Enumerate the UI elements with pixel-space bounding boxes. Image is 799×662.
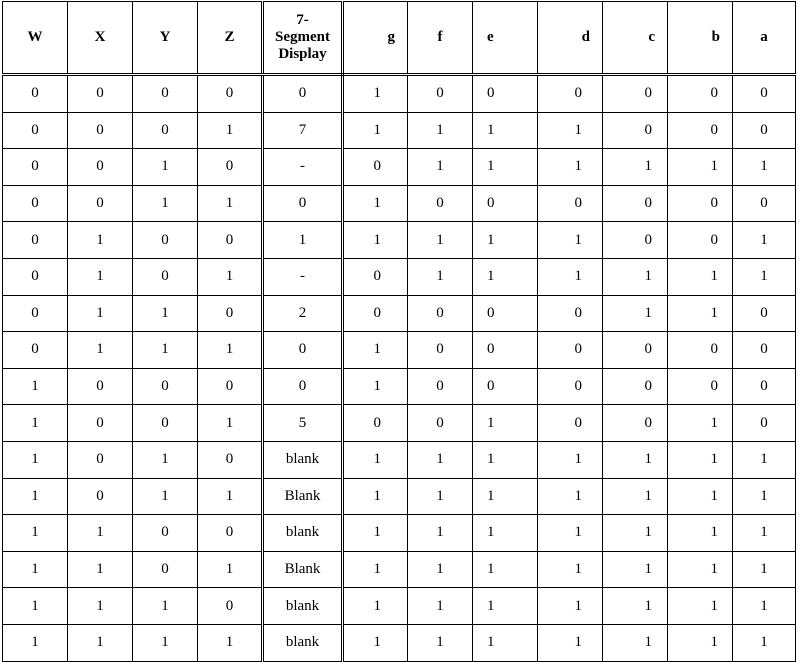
cell-a: 1 xyxy=(733,515,796,552)
table-row xyxy=(3,149,796,186)
cell-display: 2 xyxy=(263,295,343,332)
cell-g: 1 xyxy=(343,222,408,259)
cell-f: 0 xyxy=(408,332,473,369)
cell-z: 1 xyxy=(198,332,263,369)
cell-y: 1 xyxy=(133,295,198,332)
cell-w: 1 xyxy=(3,624,68,661)
header-g: g xyxy=(343,2,408,75)
table-row xyxy=(3,478,796,515)
cell-display: 7 xyxy=(263,112,343,149)
table-row xyxy=(3,185,796,222)
cell-f: 1 xyxy=(408,515,473,552)
cell-y: 1 xyxy=(133,185,198,222)
cell-c: 1 xyxy=(603,551,668,588)
cell-e: 0 xyxy=(473,332,538,369)
cell-g: 1 xyxy=(343,515,408,552)
cell-a: 0 xyxy=(733,295,796,332)
cell-c: 0 xyxy=(603,75,668,113)
cell-e: 1 xyxy=(473,258,538,295)
table-row xyxy=(3,258,796,295)
cell-a: 1 xyxy=(733,222,796,259)
cell-b: 0 xyxy=(668,332,733,369)
cell-display: blank xyxy=(263,588,343,625)
cell-d: 1 xyxy=(538,478,603,515)
cell-g: 1 xyxy=(343,441,408,478)
cell-g: 1 xyxy=(343,551,408,588)
table-row xyxy=(3,624,796,661)
cell-b: 1 xyxy=(668,624,733,661)
cell-b: 1 xyxy=(668,441,733,478)
cell-z: 0 xyxy=(198,149,263,186)
table-row xyxy=(3,295,796,332)
cell-d: 0 xyxy=(538,185,603,222)
table-row xyxy=(3,551,796,588)
cell-d: 1 xyxy=(538,551,603,588)
cell-a: 0 xyxy=(733,368,796,405)
cell-g: 1 xyxy=(343,185,408,222)
cell-z: 0 xyxy=(198,441,263,478)
cell-display: - xyxy=(263,149,343,186)
cell-c: 0 xyxy=(603,185,668,222)
header-b: b xyxy=(668,2,733,75)
cell-e: 1 xyxy=(473,441,538,478)
cell-w: 0 xyxy=(3,112,68,149)
cell-b: 0 xyxy=(668,222,733,259)
cell-a: 0 xyxy=(733,405,796,442)
cell-e: 1 xyxy=(473,515,538,552)
cell-d: 1 xyxy=(538,588,603,625)
header-e: e xyxy=(473,2,538,75)
cell-z: 1 xyxy=(198,624,263,661)
cell-x: 0 xyxy=(68,185,133,222)
header-d: d xyxy=(538,2,603,75)
cell-d: 0 xyxy=(538,295,603,332)
cell-d: 1 xyxy=(538,222,603,259)
cell-display: 0 xyxy=(263,332,343,369)
cell-z: 0 xyxy=(198,368,263,405)
header-x: X xyxy=(68,2,133,75)
cell-d: 1 xyxy=(538,515,603,552)
cell-display: Blank xyxy=(263,478,343,515)
header-f: f xyxy=(408,2,473,75)
cell-a: 0 xyxy=(733,112,796,149)
cell-a: 1 xyxy=(733,149,796,186)
cell-f: 1 xyxy=(408,588,473,625)
cell-z: 1 xyxy=(198,478,263,515)
table-row xyxy=(3,222,796,259)
cell-e: 1 xyxy=(473,222,538,259)
cell-z: 0 xyxy=(198,515,263,552)
cell-x: 0 xyxy=(68,149,133,186)
cell-c: 0 xyxy=(603,222,668,259)
cell-a: 1 xyxy=(733,441,796,478)
cell-z: 1 xyxy=(198,185,263,222)
cell-display: blank xyxy=(263,441,343,478)
header-7-segment-display: 7- Segment Display xyxy=(263,2,343,75)
cell-g: 0 xyxy=(343,258,408,295)
cell-c: 0 xyxy=(603,368,668,405)
cell-a: 1 xyxy=(733,551,796,588)
cell-e: 1 xyxy=(473,112,538,149)
cell-y: 1 xyxy=(133,332,198,369)
cell-z: 0 xyxy=(198,75,263,113)
cell-d: 1 xyxy=(538,112,603,149)
cell-x: 1 xyxy=(68,515,133,552)
cell-y: 0 xyxy=(133,515,198,552)
table-row xyxy=(3,515,796,552)
header-z: Z xyxy=(198,2,263,75)
cell-z: 0 xyxy=(198,588,263,625)
cell-x: 0 xyxy=(68,112,133,149)
cell-c: 0 xyxy=(603,405,668,442)
cell-e: 1 xyxy=(473,551,538,588)
cell-f: 1 xyxy=(408,258,473,295)
cell-d: 0 xyxy=(538,332,603,369)
cell-w: 1 xyxy=(3,405,68,442)
table-body xyxy=(3,75,796,662)
table-row xyxy=(3,405,796,442)
cell-w: 1 xyxy=(3,441,68,478)
cell-e: 1 xyxy=(473,478,538,515)
cell-b: 1 xyxy=(668,551,733,588)
cell-w: 1 xyxy=(3,478,68,515)
cell-g: 0 xyxy=(343,295,408,332)
cell-c: 1 xyxy=(603,624,668,661)
cell-d: 0 xyxy=(538,368,603,405)
cell-display: 0 xyxy=(263,185,343,222)
cell-c: 1 xyxy=(603,441,668,478)
cell-a: 1 xyxy=(733,624,796,661)
table-row xyxy=(3,588,796,625)
cell-w: 0 xyxy=(3,149,68,186)
cell-x: 0 xyxy=(68,478,133,515)
cell-g: 1 xyxy=(343,112,408,149)
table-row xyxy=(3,75,796,113)
cell-d: 1 xyxy=(538,624,603,661)
cell-z: 1 xyxy=(198,112,263,149)
cell-display: - xyxy=(263,258,343,295)
cell-g: 1 xyxy=(343,478,408,515)
cell-f: 0 xyxy=(408,185,473,222)
cell-d: 1 xyxy=(538,441,603,478)
cell-x: 0 xyxy=(68,368,133,405)
cell-e: 0 xyxy=(473,295,538,332)
cell-a: 0 xyxy=(733,75,796,113)
cell-w: 0 xyxy=(3,295,68,332)
cell-w: 1 xyxy=(3,515,68,552)
cell-c: 1 xyxy=(603,588,668,625)
cell-z: 1 xyxy=(198,405,263,442)
cell-a: 0 xyxy=(733,332,796,369)
cell-g: 1 xyxy=(343,332,408,369)
cell-c: 1 xyxy=(603,149,668,186)
cell-z: 0 xyxy=(198,295,263,332)
cell-a: 1 xyxy=(733,478,796,515)
cell-y: 1 xyxy=(133,478,198,515)
cell-x: 1 xyxy=(68,588,133,625)
cell-e: 0 xyxy=(473,368,538,405)
cell-display: 1 xyxy=(263,222,343,259)
cell-w: 1 xyxy=(3,588,68,625)
cell-e: 1 xyxy=(473,149,538,186)
cell-e: 0 xyxy=(473,75,538,113)
cell-g: 1 xyxy=(343,588,408,625)
cell-x: 0 xyxy=(68,441,133,478)
cell-f: 1 xyxy=(408,222,473,259)
cell-x: 1 xyxy=(68,624,133,661)
cell-w: 1 xyxy=(3,368,68,405)
cell-b: 1 xyxy=(668,258,733,295)
cell-f: 1 xyxy=(408,149,473,186)
cell-g: 0 xyxy=(343,405,408,442)
cell-x: 0 xyxy=(68,75,133,113)
cell-b: 1 xyxy=(668,295,733,332)
cell-y: 0 xyxy=(133,551,198,588)
table-row xyxy=(3,332,796,369)
header-a: a xyxy=(733,2,796,75)
cell-f: 0 xyxy=(408,75,473,113)
cell-g: 0 xyxy=(343,149,408,186)
header-c: c xyxy=(603,2,668,75)
cell-c: 0 xyxy=(603,332,668,369)
cell-display: blank xyxy=(263,515,343,552)
cell-f: 1 xyxy=(408,441,473,478)
cell-d: 0 xyxy=(538,75,603,113)
cell-w: 0 xyxy=(3,258,68,295)
cell-x: 1 xyxy=(68,295,133,332)
cell-x: 1 xyxy=(68,551,133,588)
cell-a: 1 xyxy=(733,258,796,295)
cell-b: 0 xyxy=(668,185,733,222)
cell-g: 1 xyxy=(343,624,408,661)
cell-e: 1 xyxy=(473,405,538,442)
cell-b: 0 xyxy=(668,112,733,149)
cell-x: 0 xyxy=(68,405,133,442)
table-row xyxy=(3,112,796,149)
cell-y: 1 xyxy=(133,624,198,661)
cell-y: 1 xyxy=(133,588,198,625)
cell-f: 0 xyxy=(408,405,473,442)
cell-w: 1 xyxy=(3,551,68,588)
cell-f: 1 xyxy=(408,624,473,661)
cell-z: 1 xyxy=(198,551,263,588)
header-w: W xyxy=(3,2,68,75)
cell-y: 1 xyxy=(133,441,198,478)
cell-f: 1 xyxy=(408,112,473,149)
cell-a: 0 xyxy=(733,185,796,222)
cell-display: Blank xyxy=(263,551,343,588)
cell-y: 0 xyxy=(133,405,198,442)
cell-x: 1 xyxy=(68,332,133,369)
cell-display: 0 xyxy=(263,368,343,405)
cell-e: 1 xyxy=(473,588,538,625)
cell-y: 1 xyxy=(133,149,198,186)
header-y: Y xyxy=(133,2,198,75)
cell-g: 1 xyxy=(343,75,408,113)
cell-f: 0 xyxy=(408,368,473,405)
cell-d: 0 xyxy=(538,405,603,442)
cell-display: 5 xyxy=(263,405,343,442)
cell-y: 0 xyxy=(133,258,198,295)
cell-b: 1 xyxy=(668,478,733,515)
cell-x: 1 xyxy=(68,258,133,295)
cell-z: 0 xyxy=(198,222,263,259)
cell-f: 1 xyxy=(408,478,473,515)
cell-d: 1 xyxy=(538,258,603,295)
cell-b: 1 xyxy=(668,405,733,442)
cell-b: 1 xyxy=(668,588,733,625)
cell-c: 1 xyxy=(603,478,668,515)
cell-f: 1 xyxy=(408,551,473,588)
cell-c: 1 xyxy=(603,258,668,295)
cell-e: 0 xyxy=(473,185,538,222)
table-row xyxy=(3,368,796,405)
cell-w: 0 xyxy=(3,185,68,222)
cell-e: 1 xyxy=(473,624,538,661)
truth-table xyxy=(2,1,796,662)
cell-display: blank xyxy=(263,624,343,661)
cell-y: 0 xyxy=(133,112,198,149)
cell-b: 0 xyxy=(668,368,733,405)
cell-w: 0 xyxy=(3,222,68,259)
cell-b: 1 xyxy=(668,515,733,552)
cell-display: 0 xyxy=(263,75,343,113)
cell-f: 0 xyxy=(408,295,473,332)
cell-y: 0 xyxy=(133,75,198,113)
cell-x: 1 xyxy=(68,222,133,259)
cell-z: 1 xyxy=(198,258,263,295)
header-row xyxy=(3,2,796,75)
cell-a: 1 xyxy=(733,588,796,625)
cell-b: 1 xyxy=(668,149,733,186)
table-row xyxy=(3,441,796,478)
cell-c: 1 xyxy=(603,515,668,552)
cell-w: 0 xyxy=(3,75,68,113)
cell-y: 0 xyxy=(133,222,198,259)
cell-c: 1 xyxy=(603,295,668,332)
cell-d: 1 xyxy=(538,149,603,186)
cell-b: 0 xyxy=(668,75,733,113)
cell-w: 0 xyxy=(3,332,68,369)
cell-y: 0 xyxy=(133,368,198,405)
cell-g: 1 xyxy=(343,368,408,405)
cell-c: 0 xyxy=(603,112,668,149)
